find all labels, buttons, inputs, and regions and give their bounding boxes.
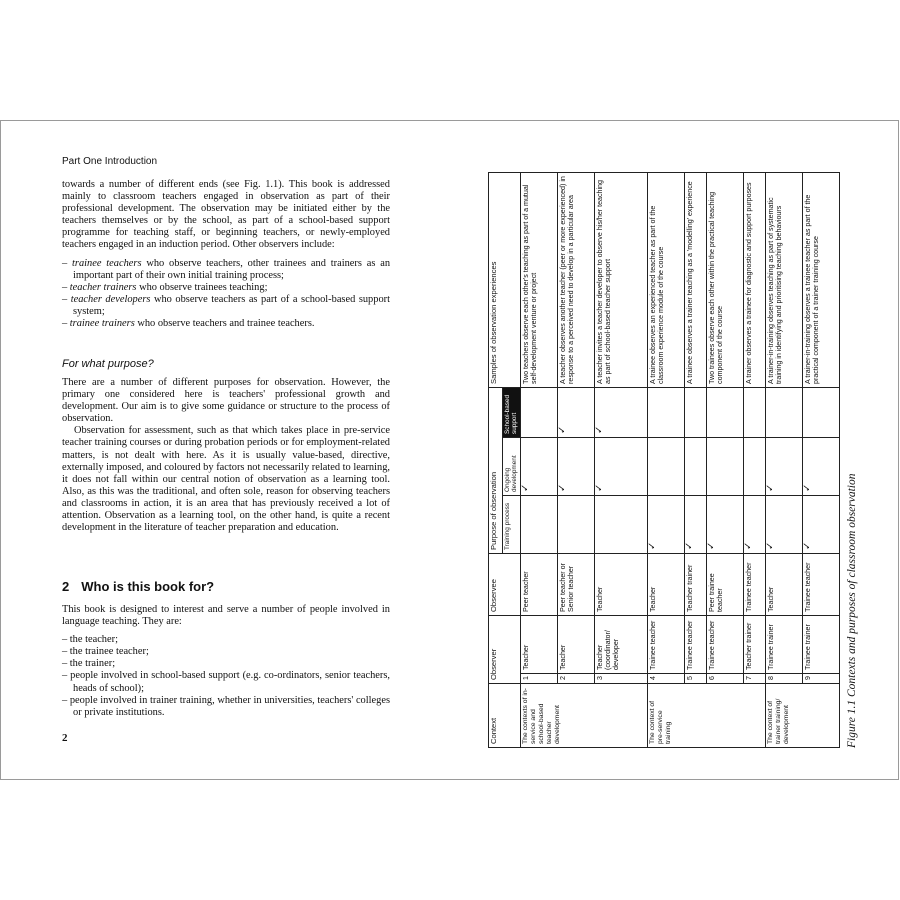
header-school: School-based support bbox=[503, 387, 521, 437]
intro-section bbox=[62, 179, 390, 330]
table-row: The context of pre-service training 4 Trainee teacher Teacher ✓ A trainee observes an experienced teacher as part of the classroom experience module of the course bbox=[648, 172, 685, 747]
table-row: The contexts of in-service and school-based teacher development 1 Teacher Peer teacher ✓ Two teachers observe each other's teaching as part of a mutual self-development venture or project bbox=[521, 172, 558, 747]
who-list bbox=[62, 634, 390, 719]
header-observee: Observee bbox=[489, 553, 521, 615]
purpose-paragraph-2: Observation for assessment, such as that which takes place in pre-service teacher training courses or during probation periods or for employment-related matters, is not dealt with here. As it is usually value-based, directive, externally imposed, and coloured by factors not necessarily related to learning, it does not fall within our central notion of observation as a learning tool. Also, as this was the traditional, and often sole, reason for observing teachers and classrooms in action, it is an area that has previously received a lot of attention. Observation as a learning tool, on the other hand, is quite a recent development in the literature of teacher preparation and education. bbox=[62, 425, 390, 534]
purpose-paragraph-1: There are a number of different purposes for observation. However, the primary one considered here is teachers' professional growth and development. Our aim is to give some guidance or structure to the process of observation. bbox=[62, 377, 390, 425]
list-item: – the trainer; bbox=[62, 658, 116, 670]
section-number: 2 bbox=[62, 579, 70, 594]
list-item: – people involved in trainer training, whether in universities, teachers' colleges or private institutions. bbox=[62, 694, 390, 718]
table-row: 7 Teacher trainer Trainee teacher ✓ A trainer observes a trainee for diagnostic and support purposes bbox=[744, 172, 766, 747]
table-row: 6 Trainee teacher Peer trainee teacher ✓ Two trainees observe each other within the practical teaching component of the course bbox=[706, 172, 743, 747]
section-title: Who is this book for? bbox=[81, 579, 215, 594]
observation-table bbox=[488, 172, 840, 748]
table-row: 9 Trainee trainer Trainee teacher ✓ ✓ A trainer-in-training observes a trainee teacher as part of the practical component of a trainer training course bbox=[802, 172, 839, 747]
header-samples: Samples of observation experiences bbox=[489, 172, 521, 387]
header-training: Training process bbox=[503, 495, 521, 553]
table-row: 3 Teacher (coordinator/ developer Teacher ✓ ✓ A teacher invites a teacher developer to observe his/her teaching as part of school-based teacher support bbox=[595, 172, 648, 747]
header-observer: Observer bbox=[489, 615, 521, 683]
purpose-heading: For what purpose? bbox=[62, 358, 154, 370]
who-section bbox=[62, 604, 390, 719]
running-head: Part One Introduction bbox=[62, 156, 158, 167]
who-paragraph: This book is designed to interest and serve a number of people involved in language teaching. They are: bbox=[62, 604, 390, 628]
page-number: 2 bbox=[62, 732, 68, 744]
intro-paragraph: towards a number of different ends (see Fig. 1.1). This book is addressed mainly to classroom teachers engaged in observation as part of their professional development. The observation may be initiated either by the teachers themselves or by the school, as part of a school-based support programme for teaching staff, or beginning teachers, or newly-employed teachers engaged in an induction period. Other observers include: bbox=[62, 179, 390, 251]
table-row: The context of trainer training/ development 8 Trainee trainer Teacher ✓ ✓ A trainer-in-training observes teaching as part of systematic training in identifying and prioritising teaching behaviours bbox=[765, 172, 802, 747]
table-row: 2 Teacher Peer teacher or Senior teacher ✓ ✓ A teacher observes another teacher (peer or more experienced) in response to a perceived need to develop in a particular area bbox=[558, 172, 595, 747]
list-item: – trainee teachers who observe teachers, other trainees and trainers as an important part of their own initial training process; bbox=[62, 257, 391, 281]
figure-table-region bbox=[488, 173, 840, 748]
table-row: 5 Trainee teacher Teacher trainer ✓ A trainee observes a trainer teaching as a 'modelling' experience bbox=[685, 172, 707, 747]
list-item: – people involved in school-based support (e.g. co-ordinators, senior teachers, heads of school); bbox=[62, 670, 390, 694]
figure-caption: Figure 1.1 Contexts and purposes of classroom observation bbox=[846, 473, 858, 748]
section-heading bbox=[62, 579, 214, 594]
context-cell: The contexts of in-service and school-based teacher development bbox=[521, 684, 648, 748]
header-purpose: Purpose of observation bbox=[489, 387, 503, 553]
header-context: Context bbox=[489, 684, 521, 748]
header-ongoing: Ongoing development bbox=[503, 437, 521, 495]
list-item: – trainee trainers who observe teachers and trainee teachers. bbox=[62, 318, 315, 330]
list-item: – the teacher; bbox=[62, 634, 118, 646]
list-item: – the trainee teacher; bbox=[62, 646, 149, 658]
purpose-section bbox=[62, 377, 390, 534]
observers-list bbox=[62, 258, 390, 331]
list-item: – teacher developers who observe teachers as part of a school-based support system; bbox=[62, 293, 390, 317]
context-cell: The context of pre-service training bbox=[648, 684, 765, 748]
list-item: – teacher trainers who observe trainees teaching; bbox=[62, 281, 268, 293]
context-cell: The context of trainer training/ development bbox=[765, 684, 839, 748]
